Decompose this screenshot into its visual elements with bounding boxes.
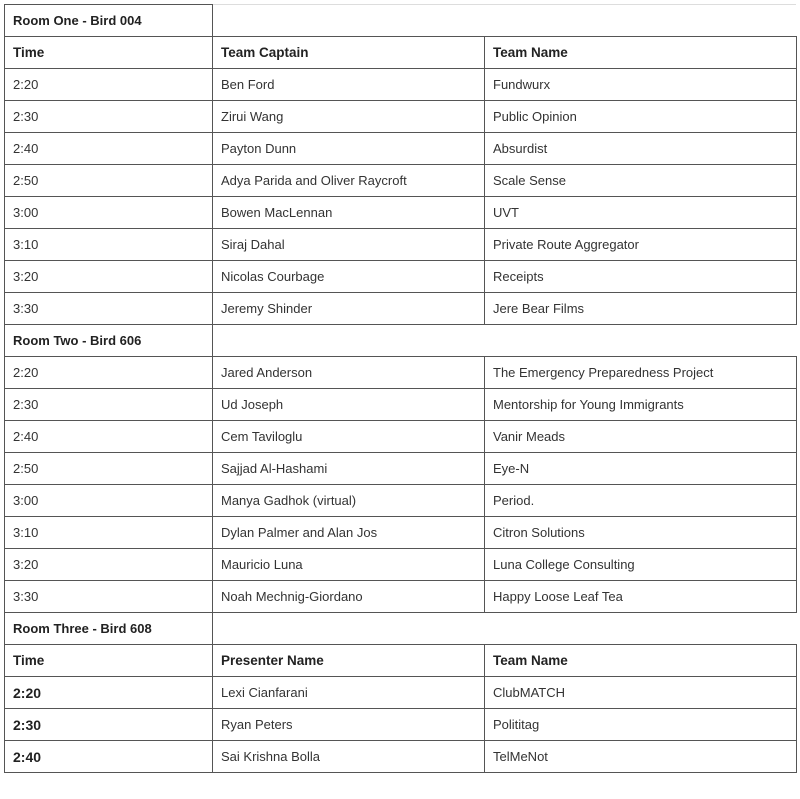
- table-row: [5, 549, 797, 581]
- table-row: [5, 197, 797, 229]
- team-cell: Eye-N: [485, 453, 797, 485]
- header-team-captain: Team Captain: [213, 37, 485, 69]
- team-cell: TelMeNot: [485, 741, 797, 773]
- time-cell: 2:20: [5, 677, 213, 709]
- team-cell: Fundwurx: [485, 69, 797, 101]
- captain-cell: Jeremy Shinder: [213, 293, 485, 325]
- table-row: [5, 229, 797, 261]
- room-two-title: Room Two - Bird 606: [5, 325, 213, 357]
- room-three-title-row: [5, 613, 797, 645]
- table-row: [5, 677, 797, 709]
- team-cell: The Emergency Preparedness Project: [485, 357, 797, 389]
- time-cell: 2:30: [5, 709, 213, 741]
- table-row: [5, 581, 797, 613]
- time-cell: 3:10: [5, 517, 213, 549]
- time-cell: 3:20: [5, 549, 213, 581]
- team-cell: Happy Loose Leaf Tea: [485, 581, 797, 613]
- table-row: [5, 453, 797, 485]
- time-cell: 3:00: [5, 197, 213, 229]
- presenter-cell: Sai Krishna Bolla: [213, 741, 485, 773]
- table-row: [5, 133, 797, 165]
- presentation-schedule-table: [4, 4, 797, 773]
- table-row: [5, 421, 797, 453]
- captain-cell: Nicolas Courbage: [213, 261, 485, 293]
- time-cell: 2:40: [5, 133, 213, 165]
- captain-cell: Adya Parida and Oliver Raycroft: [213, 165, 485, 197]
- team-cell: Jere Bear Films: [485, 293, 797, 325]
- team-cell: Public Opinion: [485, 101, 797, 133]
- room-two-title-row: [5, 325, 797, 357]
- room-two-title-spacer: [213, 325, 797, 357]
- captain-cell: Mauricio Luna: [213, 549, 485, 581]
- team-cell: Polititag: [485, 709, 797, 741]
- team-cell: Scale Sense: [485, 165, 797, 197]
- captain-cell: Jared Anderson: [213, 357, 485, 389]
- time-cell: 3:30: [5, 581, 213, 613]
- room-one-title-row: [5, 5, 797, 37]
- time-cell: 2:30: [5, 101, 213, 133]
- captain-cell: Manya Gadhok (virtual): [213, 485, 485, 517]
- room-one-title-spacer: [213, 5, 797, 37]
- captain-cell: Payton Dunn: [213, 133, 485, 165]
- table-row: [5, 485, 797, 517]
- table-row: [5, 165, 797, 197]
- time-cell: 2:50: [5, 453, 213, 485]
- time-cell: 3:10: [5, 229, 213, 261]
- header-time: Time: [5, 645, 213, 677]
- header-presenter-name: Presenter Name: [213, 645, 485, 677]
- table-row: [5, 69, 797, 101]
- team-cell: UVT: [485, 197, 797, 229]
- header-time: Time: [5, 37, 213, 69]
- captain-cell: Sajjad Al-Hashami: [213, 453, 485, 485]
- table-row: [5, 293, 797, 325]
- team-cell: Luna College Consulting: [485, 549, 797, 581]
- time-cell: 2:20: [5, 357, 213, 389]
- room-one-header-row: [5, 37, 797, 69]
- team-cell: Mentorship for Young Immigrants: [485, 389, 797, 421]
- room-one-title: Room One - Bird 004: [5, 5, 213, 37]
- time-cell: 3:30: [5, 293, 213, 325]
- team-cell: ClubMATCH: [485, 677, 797, 709]
- captain-cell: Bowen MacLennan: [213, 197, 485, 229]
- time-cell: 2:40: [5, 741, 213, 773]
- team-cell: Citron Solutions: [485, 517, 797, 549]
- team-cell: Absurdist: [485, 133, 797, 165]
- team-cell: Receipts: [485, 261, 797, 293]
- captain-cell: Zirui Wang: [213, 101, 485, 133]
- captain-cell: Ben Ford: [213, 69, 485, 101]
- team-cell: Private Route Aggregator: [485, 229, 797, 261]
- table-row: [5, 357, 797, 389]
- time-cell: 2:40: [5, 421, 213, 453]
- room-three-header-row: [5, 645, 797, 677]
- time-cell: 2:30: [5, 389, 213, 421]
- time-cell: 3:20: [5, 261, 213, 293]
- captain-cell: Dylan Palmer and Alan Jos: [213, 517, 485, 549]
- presenter-cell: Lexi Cianfarani: [213, 677, 485, 709]
- captain-cell: Cem Taviloglu: [213, 421, 485, 453]
- room-three-title-spacer: [213, 613, 797, 645]
- table-row: [5, 101, 797, 133]
- table-row: [5, 261, 797, 293]
- header-team-name: Team Name: [485, 37, 797, 69]
- table-row: [5, 709, 797, 741]
- header-team-name: Team Name: [485, 645, 797, 677]
- presenter-cell: Ryan Peters: [213, 709, 485, 741]
- table-row: [5, 389, 797, 421]
- table-row: [5, 741, 797, 773]
- time-cell: 2:50: [5, 165, 213, 197]
- time-cell: 3:00: [5, 485, 213, 517]
- captain-cell: Siraj Dahal: [213, 229, 485, 261]
- room-three-title: Room Three - Bird 608: [5, 613, 213, 645]
- captain-cell: Noah Mechnig-Giordano: [213, 581, 485, 613]
- time-cell: 2:20: [5, 69, 213, 101]
- team-cell: Vanir Meads: [485, 421, 797, 453]
- captain-cell: Ud Joseph: [213, 389, 485, 421]
- team-cell: Period.: [485, 485, 797, 517]
- table-row: [5, 517, 797, 549]
